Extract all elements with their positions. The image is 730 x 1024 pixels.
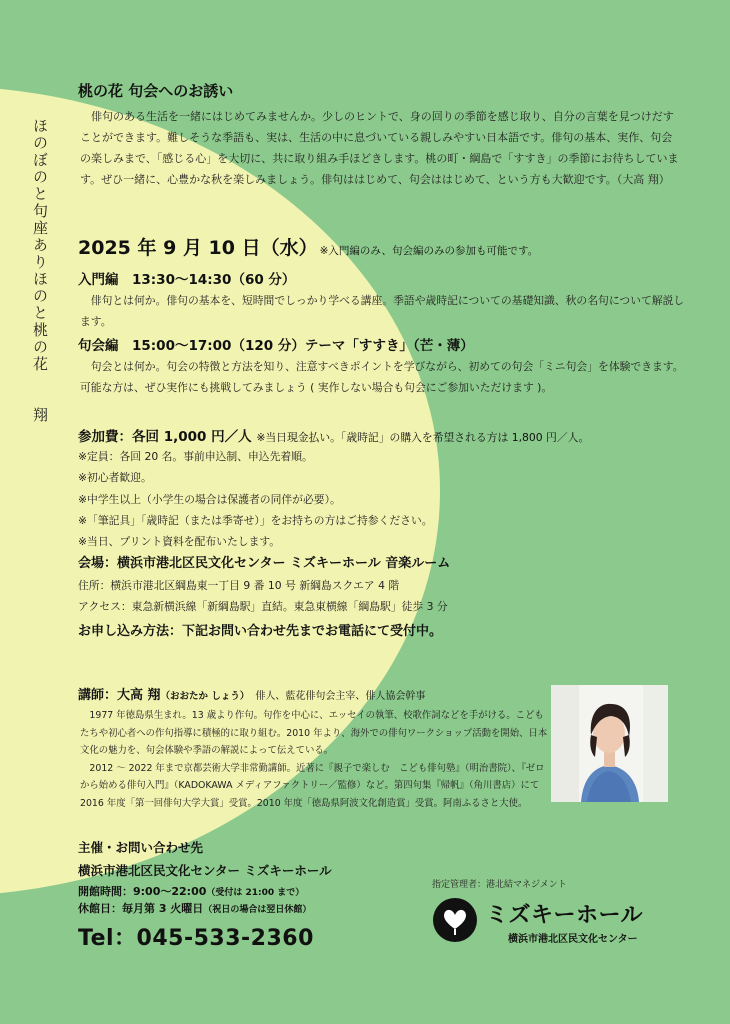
notes-list — [78, 446, 433, 552]
butterfly-logo-icon — [432, 897, 478, 943]
lecturer-role: 俳人、藍花俳句会主宰、俳人協会幹事 — [255, 691, 426, 702]
logo-name: ミズキーホール — [486, 903, 644, 928]
kukai-course-heading: 句会編 15:00〜17:00（120 分）テーマ「すすき」（芒・薄） — [78, 338, 474, 354]
venue-name: 会場：横浜市港北区民文化センター ミズキーホール 音楽ルーム — [78, 556, 451, 571]
fee-note: ※当日現金払い。「歳時記」の購入を希望される方は 1,800 円／人。 — [256, 431, 590, 444]
venue-details — [78, 575, 448, 617]
note-item: ※「筆記具」「歳時記（または季寄せ）」をお持ちの方はご持参ください。 — [78, 513, 433, 527]
manager-label: 指定管理者：港北結マネジメント — [432, 880, 567, 890]
logo-subtitle: 横浜市港北区民文化センター — [508, 934, 638, 945]
lecturer-bio-2: 2012 ～ 2022 年まで京都芸術大学非常勤講師。近著に『親子で楽しむ こども俳句塾』（明治書院）、『ゼロから始める俳句入門』（KADOKAWA メディアファクトリー／監修）など。第四句集『帰帆』（角川書店）にて 2016 年度「第一回俳句大学大賞」受賞。2010 年度「徳島県阿波文化創造賞」受賞。阿南ふるさと大使。 — [80, 762, 545, 809]
opening-hours: 開館時間：9:00〜22:00 — [78, 885, 207, 898]
vertical-haiku: ほのぼのと句座ありほのと桃の花 翔 — [31, 118, 49, 424]
lecturer-kana: （おおたか しょう） — [160, 691, 250, 702]
lecturer-photo — [551, 685, 668, 802]
phone-number: Tel：045-533-2360 — [78, 926, 314, 951]
event-date-main: 2025 年 9 月 10 日（水） — [78, 237, 318, 259]
event-date — [78, 233, 538, 260]
note-item: ※当日、プリント資料を配布いたします。 — [78, 535, 281, 549]
lecturer-bio — [80, 707, 550, 813]
note-item: ※初心者歓迎。 — [78, 471, 152, 485]
host-heading: 主催・お問い合わせ先 — [78, 840, 204, 855]
opening-info — [78, 884, 311, 918]
apply-method: お申し込み方法：下記お問い合わせ先までお電話にて受付中。 — [78, 624, 443, 639]
note-item: ※定員：各回 20 名。事前申込制、申込先着順。 — [78, 450, 313, 463]
host-name: 横浜市港北区民文化センター ミズキーホール — [78, 863, 332, 878]
fee — [78, 425, 589, 445]
kukai-course-text: 句会とは何か。句会の特徴と方法を知り、注意すべきポイントを学びながら、初めての句会「ミニ句会」を体験できます。可能な方は、ぜひ実作にも挑戦してみましょう ( 実作しない場合も句会にご参加いただけます )。 — [80, 360, 684, 394]
lecturer-bio-1: 1977 年徳島県生まれ。13 歳より作句。句作を中心に、エッセイの執筆、校歌作詞などを手がける。こどもたちや初心者への作句指導に積極的に取り組む。2010 年より、海外での俳句ワークショップ活動を開始、日本文化の魅力を、句会体験や季語の解説によって伝えている。 — [80, 710, 548, 757]
hall-logo — [432, 897, 682, 947]
note-item: ※中学生以上（小学生の場合は保護者の同伴が必要）。 — [78, 492, 341, 506]
venue-address: 住所：横浜市港北区綱島東一丁目 9 番 10 号 新綱島スクエア 4 階 — [78, 579, 400, 592]
intro-paragraph: 俳句のある生活を一緒にはじめてみませんか。少しのヒントで、身の回りの季節を感じ取り、自分の言葉を見つけだすことができます。難しそうな季語も、実は、生活の中に息づいている親しみやすい日本語です。俳句の基本、実作、句会の楽しみまで、「感じる心」を大切に、共に取り組み手ほどきします。桃の町・綱島で「すすき」の季節にお待ちしています。ぜひ一緒に、心豊かな秋を楽しみましょう。俳句ははじめて、句会ははじめて、という方も大歓迎です。（大高 翔） — [80, 110, 679, 186]
lecturer-name: 講師：大高 翔 — [78, 688, 161, 703]
closed-days-note: （祝日の場合は翌日休館） — [203, 905, 312, 915]
venue-access: アクセス：東急新横浜線「新綱島駅」直結。東急東横線「綱島駅」徒歩 3 分 — [78, 600, 448, 613]
closed-days: 休館日：毎月第 3 火曜日 — [78, 902, 204, 915]
opening-hours-note: （受付は 21:00 まで） — [206, 888, 305, 898]
intro-course-heading: 入門編 13:30〜14:30（60 分） — [78, 272, 296, 288]
event-date-note: ※入門編のみ、句会編のみの参加も可能です。 — [319, 245, 539, 257]
lecturer-heading — [78, 684, 425, 703]
fee-main: 参加費：各回 1,000 円／人 — [78, 429, 252, 445]
intro-course-text: 俳句とは何か。俳句の基本を、短時間でしっかり学べる講座。季語や歳時記についての基礎知識、秋の名句について解説します。 — [80, 294, 685, 328]
page-title: 桃の花 句会へのお誘い — [78, 82, 234, 100]
